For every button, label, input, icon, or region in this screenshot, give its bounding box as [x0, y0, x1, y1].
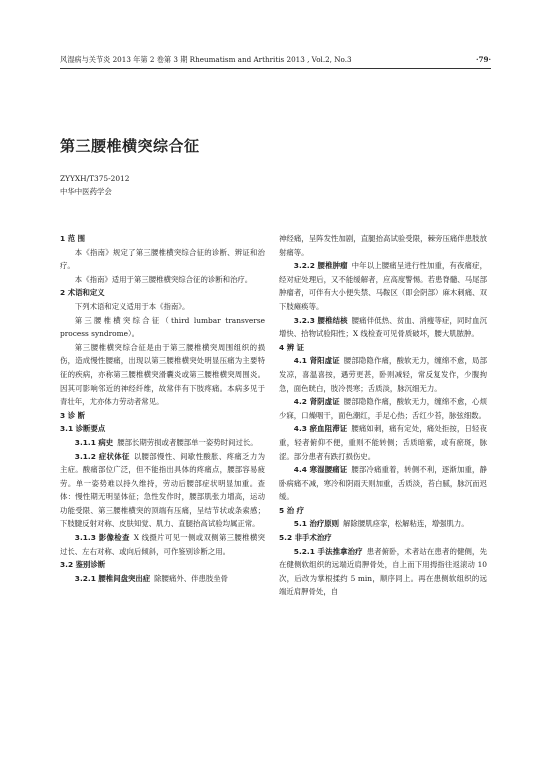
- paragraph-text: 本《指南》适用于第三腰椎横突综合征的诊断和治疗。: [74, 274, 253, 284]
- paragraph-text: X 线摄片可见一侧或双侧第三腰椎横突过长、左右对称、或向后倾斜，可作鉴别诊断之用。: [60, 533, 265, 556]
- paragraph: [279, 314, 487, 341]
- subsection-label: 4.4 寒湿腰痛证: [293, 465, 348, 475]
- paragraph: [279, 463, 487, 504]
- right-column: [279, 232, 487, 599]
- paragraph-text: 第三腰椎横突综合征是由于第三腰椎横突周围组织的损伤，造成慢性腰痛，出现以第三腰椎横突处明显压痛为主要特征的疾病，亦称第三腰椎横突滑囊炎或第三腰椎横突周围炎。因其可影响邻近的神经纤维，故常伴有下肢疼痛。本病多见于青壮年，尤亦体力劳动者常见。: [60, 342, 265, 407]
- paragraph: [60, 572, 265, 586]
- section-heading: 4 辨 证: [279, 342, 305, 352]
- subsection-label: 3.2.2 腰椎肿瘤: [293, 261, 348, 271]
- paragraph-text: 神经痛，呈阵发性加剧，直腿抬高试验受限，棘旁压痛伴患肢放射痛等。: [279, 234, 487, 257]
- article-meta: [60, 172, 129, 198]
- page-number: ·79·: [475, 55, 491, 64]
- paragraph: [60, 300, 265, 314]
- paragraph-text: 下列术语和定义适用于本《指南》。: [74, 301, 190, 311]
- article-title: 第三腰椎横突综合征: [60, 137, 200, 155]
- paragraph: [60, 273, 265, 287]
- paragraph: [279, 517, 487, 531]
- paragraph-text: 中年以上腰痛呈进行性加重，有夜痛症，经对症处理后，又不能缓解者，应高度警惕。若患脊髓、马尾部肿瘤者，可伴有大小便失禁、马鞍区（即会阴部）麻木刺痛、双下肢瘫痪等。: [279, 261, 487, 311]
- paragraph-text: 除腰痛外、伴患肢坐骨: [154, 573, 229, 583]
- paragraph: [279, 422, 487, 463]
- section-heading: 3.2 鉴别诊断: [60, 560, 106, 570]
- subsection-label: 3.1.3 影像检查: [74, 533, 130, 543]
- subsection-label: 5.1 治疗原则: [293, 519, 340, 529]
- subsection-label: 3.1.2 症状体征: [74, 451, 130, 461]
- section-heading: 3 诊 断: [60, 410, 86, 420]
- running-header: [60, 55, 491, 65]
- paragraph-text: 腰部隐隐作痛，酸软无力，缠绵不愈，局部发凉，喜温喜按，遇劳更甚，卧则减轻，常反复发作，少腹拘急，面色晄白，肢冷畏寒；舌质淡，脉沉细无力。: [279, 356, 487, 393]
- paragraph: [60, 450, 265, 532]
- paragraph: [60, 531, 265, 558]
- section-heading: 1 范 围: [60, 234, 86, 243]
- section-heading: 5 治 疗: [279, 505, 305, 515]
- paragraph: [279, 259, 487, 313]
- paragraph-text: 腰部隐隐作痛，酸软无力，缠绵不愈，心烦少寐，口燥咽干，面色潮红，手足心热；舌红少苔，脉弦细数。: [279, 397, 487, 420]
- section-heading: 5.2 非手术治疗: [279, 533, 332, 543]
- issuing-organization: 中华中医药学会: [60, 187, 112, 196]
- paragraph-text: 腰痛伴低热、贫血、消瘦等症，同时血沉增快、拾物试验阳性；X 线检查可见骨质破坏，腰大肌脓肿。: [279, 315, 487, 339]
- paragraph-text: 患者俯卧，术者站在患者的健侧，先在健侧软组织的远端近肩胛骨处，自上而下用拇指往返滚动 10 次，后改为掌根揉约 5 min，顺序同上。再在患侧软组织的远端近肩胛骨处，自: [279, 546, 487, 597]
- paragraph: [60, 314, 265, 341]
- header-rule: [60, 68, 491, 69]
- paragraph: [60, 341, 265, 409]
- section-heading: 2 术语和定义: [60, 288, 105, 298]
- subsection-label: 4.3 瘀血阻滞证: [293, 424, 348, 434]
- paragraph: [279, 545, 487, 599]
- paragraph-text: 腰部长期劳损或者腰部单一姿势时间过长。: [117, 437, 258, 447]
- journal-info: 风湿病与关节炎 2013 年第 2 卷第 3 期 Rheumatism and Arthritis 2013 , Vol.2, No.3: [60, 55, 352, 64]
- subsection-label: 4.2 肾阴虚证: [293, 397, 340, 407]
- paragraph-text: 以腰部慢性、间歇性酸胀、疼痛乏力为主症。酸痛部位广泛，但不能指出具体的疼痛点，腰部容易疲劳。单一姿势难以持久维持，劳动后腰部症状明显加重。查体：慢性期无明显体征；急性发作时，腰部肌张力增高，运动功能受限、第三腰椎横突的顶端有压痛，呈结节状或条索感；下肢腱反射对称、皮肤知觉、肌力、直腿抬高试验均属正常。: [60, 451, 265, 529]
- subsection-label: 3.2.1 腰椎间盘突出症: [74, 573, 151, 583]
- paragraph-text: 腰痛如刺，痛有定处，痛处拒按，日轻夜重，轻者俯仰不便，重则不能转侧；舌质暗紫，或有瘀斑，脉涩。部分患者有跌打损伤史。: [279, 424, 487, 461]
- paragraph: [279, 395, 487, 422]
- section-heading: 3.1 诊断要点: [60, 424, 106, 434]
- paragraph: [279, 354, 487, 395]
- subsection-label: 3.2.3 腰椎结核: [293, 315, 348, 325]
- paragraph: [60, 436, 265, 450]
- paragraph-text: 第三腰椎横突综合征（third lumbar transverse process syndrome）。: [60, 315, 265, 339]
- paragraph-text: 腰部冷痛重着，转侧不利，逐渐加重，静卧病痛不减，寒冷和阴雨天则加重，舌质淡，苔白腻，脉沉而迟缓。: [279, 465, 487, 502]
- paragraph: [60, 246, 265, 273]
- paragraph: [279, 232, 487, 259]
- left-column: [60, 232, 265, 585]
- subsection-label: 5.2.1 手法推拿治疗: [293, 546, 363, 556]
- subsection-label: 3.1.1 病史: [74, 437, 114, 447]
- paragraph-text: 本《指南》规定了第三腰椎横突综合征的诊断、辨证和治疗。: [60, 247, 265, 271]
- standard-code: ZYYXH/T375-2012: [60, 174, 130, 183]
- subsection-label: 4.1 肾阳虚证: [293, 356, 340, 366]
- paragraph-text: 解除腰肌痉挛，松解粘连，增强肌力。: [343, 519, 469, 529]
